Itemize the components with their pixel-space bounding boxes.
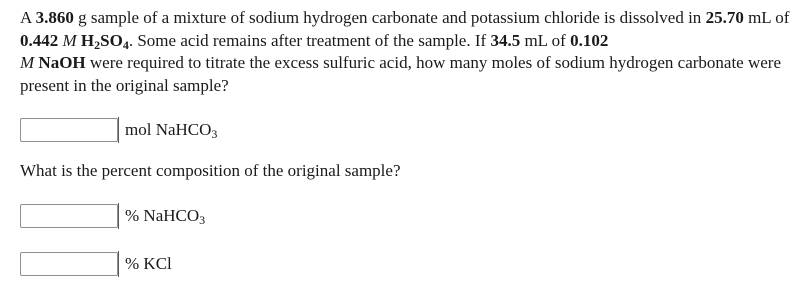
moles-unit-formula bbox=[156, 120, 218, 139]
acid-formula-h: H bbox=[80, 30, 95, 50]
answer-row-percent-kcl bbox=[20, 249, 172, 279]
percent-nahco3-unit-label bbox=[125, 206, 205, 226]
acid-formula-sub-1: 2 bbox=[94, 37, 101, 52]
moles-unit-formula-sub: 3 bbox=[211, 127, 218, 141]
question-text bbox=[20, 7, 790, 97]
percent-nahco3-unit-formula bbox=[143, 206, 205, 225]
percent-nahco3-unit-prefix: % bbox=[125, 206, 144, 225]
molarity-symbol-acid: M bbox=[62, 30, 77, 50]
answer-row-moles bbox=[20, 115, 217, 145]
moles-unit-label bbox=[125, 120, 217, 140]
acid-formula bbox=[81, 31, 129, 50]
acid-volume: 25.70 bbox=[705, 8, 744, 27]
answer-row-percent-nahco3 bbox=[20, 201, 205, 231]
percent-kcl-unit-label bbox=[125, 254, 172, 274]
acid-formula-so: SO bbox=[100, 30, 123, 50]
percent-nahco3-unit-formula-base: NaHCO bbox=[143, 206, 200, 225]
percent-nahco3-input[interactable] bbox=[20, 204, 118, 228]
question-part-5: . Some acid remains after treatment of the sample. If bbox=[128, 30, 491, 50]
unit-separator bbox=[118, 203, 119, 229]
sample-mass: 3.860 bbox=[35, 8, 74, 27]
moles-unit-formula-base: NaHCO bbox=[155, 120, 212, 139]
percent-kcl-unit-prefix: % bbox=[125, 254, 144, 273]
acid-concentration: 0.442 bbox=[20, 30, 59, 50]
molarity-symbol-base: M bbox=[20, 53, 35, 72]
question-part-1: A bbox=[20, 8, 36, 27]
unit-separator bbox=[118, 251, 119, 277]
base-formula: NaOH bbox=[38, 53, 86, 72]
question-part-8: were required to titrate the excess sulfuric acid, how many moles of sodium hydrogen carbonate were present in the original sample? bbox=[20, 53, 781, 95]
acid-formula-sub-2: 4 bbox=[122, 37, 129, 52]
base-volume: 34.5 bbox=[490, 30, 521, 50]
question-part-2: g sample of a mixture of sodium hydrogen carbonate and potassium chloride is dissolved in bbox=[73, 8, 706, 27]
percent-nahco3-unit-formula-sub: 3 bbox=[199, 213, 206, 227]
base-concentration: 0.102 bbox=[570, 30, 609, 50]
moles-nahco3-input[interactable] bbox=[20, 118, 118, 142]
percent-kcl-unit-formula: KCl bbox=[143, 254, 172, 273]
question-part-3: mL of bbox=[743, 8, 790, 27]
moles-unit-prefix: mol bbox=[125, 120, 156, 139]
unit-separator bbox=[118, 117, 119, 143]
question-part-6: mL of bbox=[520, 30, 571, 50]
percent-kcl-input[interactable] bbox=[20, 252, 118, 276]
percent-composition-question: What is the percent composition of the original sample? bbox=[20, 161, 401, 180]
